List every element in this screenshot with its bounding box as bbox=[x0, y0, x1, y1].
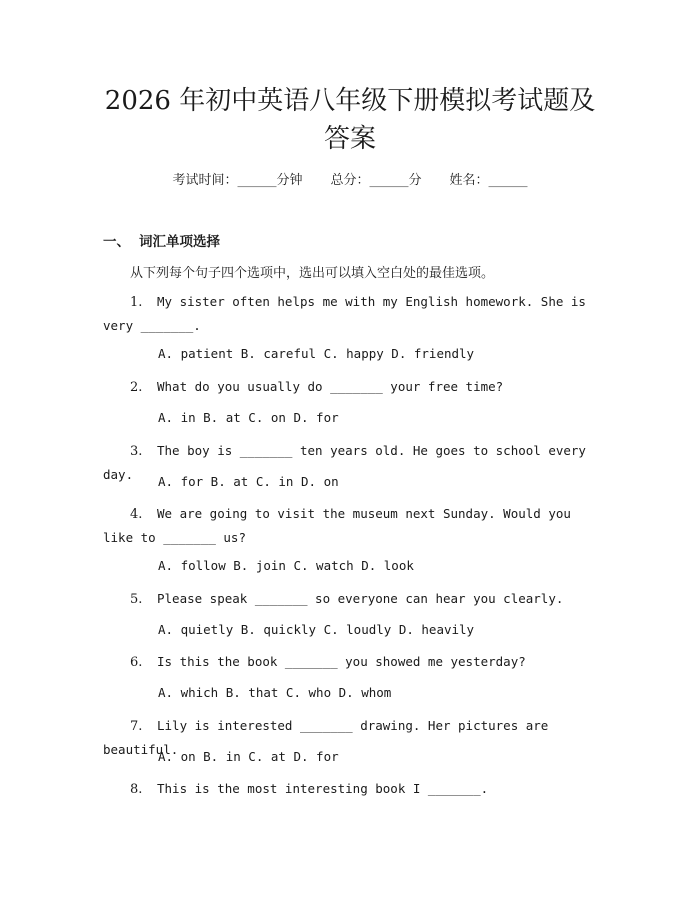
question-2-options: A. in B. at C. on D. for bbox=[158, 410, 339, 425]
question-8 bbox=[103, 777, 595, 801]
question-text: Is this the book _______ you showed me yesterday? bbox=[157, 654, 526, 669]
time-field: 考试时间：______分钟 bbox=[172, 173, 303, 188]
score-field: 总分：______分 bbox=[330, 173, 422, 188]
question-number: 1. bbox=[130, 295, 143, 310]
question-4-options: A. follow B. join C. watch D. look bbox=[158, 558, 414, 573]
question-6 bbox=[103, 650, 595, 674]
question-number: 2. bbox=[130, 380, 143, 395]
question-number: 6. bbox=[130, 655, 143, 670]
question-text: We are going to visit the museum next Sunday. Would you like to _______ us? bbox=[103, 506, 571, 545]
question-number: 3. bbox=[130, 444, 143, 459]
question-text: What do you usually do _______ your free time? bbox=[157, 379, 504, 394]
question-4 bbox=[103, 502, 595, 550]
question-number: 8. bbox=[130, 782, 143, 797]
section-instruction: 从下列每个句子四个选项中，选出可以填入空白处的最佳选项。 bbox=[130, 266, 495, 281]
question-number: 7. bbox=[130, 719, 143, 734]
question-1-options: A. patient B. careful C. happy D. friendly bbox=[158, 346, 475, 361]
question-2 bbox=[103, 375, 595, 399]
question-3-options: A. for B. at C. in D. on bbox=[158, 474, 339, 489]
question-text: The boy is _______ ten years old. He goes to school every day. bbox=[103, 443, 586, 482]
name-field: 姓名：______ bbox=[449, 173, 528, 188]
question-number: 5. bbox=[130, 592, 143, 607]
exam-meta bbox=[0, 169, 700, 188]
section-heading bbox=[103, 230, 220, 250]
question-1 bbox=[103, 290, 595, 338]
question-text: Lily is interested _______ drawing. Her pictures are beautiful. bbox=[103, 718, 549, 757]
question-text: My sister often helps me with my English homework. She is very _______. bbox=[103, 294, 586, 333]
question-5 bbox=[103, 587, 595, 611]
question-text: This is the most interesting book I _______. bbox=[157, 781, 489, 796]
question-5-options: A. quietly B. quickly C. loudly D. heavily bbox=[158, 622, 475, 637]
question-7-options: A. on B. in C. at D. for bbox=[158, 749, 339, 764]
section-title: 词汇单项选择 bbox=[139, 234, 220, 250]
question-6-options: A. which B. that C. who D. whom bbox=[158, 685, 392, 700]
section-number: 一、 bbox=[103, 234, 130, 250]
question-text: Please speak _______ so everyone can hear you clearly. bbox=[157, 591, 564, 606]
page-title: 2026 年初中英语八年级下册模拟考试题及答案 bbox=[104, 86, 596, 154]
question-number: 4. bbox=[130, 507, 143, 522]
